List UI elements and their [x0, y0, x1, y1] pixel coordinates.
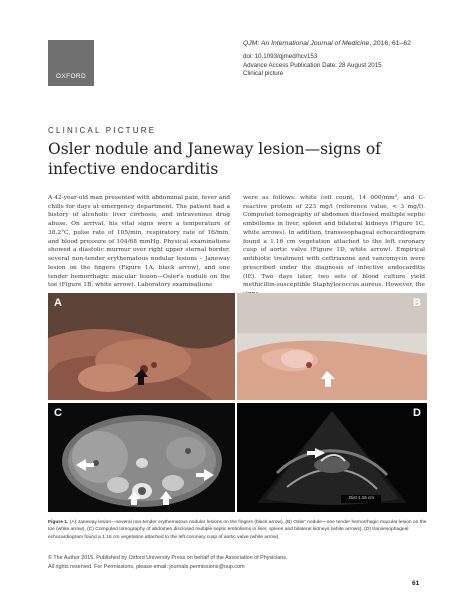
page-footer — [48, 554, 428, 571]
citation-range: , 2016, 61–62 — [369, 40, 411, 47]
body-paragraph-right: were as follows: white cell count, 14 000/mm³, and C-reactive protein of 223 mg/l (reference value, < 3 mg/l). Computed tomography of abdomen disclosed multiple septic embolisms in liver, spleen and bilateral kidneys (Figure 1C, white arrows). In addition, transesophageal echocardiogram found a 1.16 cm vegetation attached to the left coronary cusp of aortic valve (Figure 1D, white arrow). Empirical antibiotic treatment with ceftriaxone and vancomycin were prescribed under the diagnosis of infective endocarditis (IE). Two days later, two sets of blood culture yield methicillin-susceptible Staphylococcus aureus. However, the — [243, 195, 425, 289]
copyright-line: © The Author 2015. Published by Oxford University Press on behalf of the Association of Physicians. — [48, 555, 288, 561]
transesophageal-echo-image — [237, 403, 427, 512]
figure-panel-a — [48, 293, 235, 400]
journal-name: QJM: An International Journal of Medicine — [243, 40, 370, 47]
doi[interactable]: doi: 10.1093/qjmed/hcv153 — [243, 53, 318, 61]
echo-measurement-label: Dist 1.16 cm — [349, 495, 375, 500]
figure-1 — [48, 293, 427, 512]
figure-caption — [48, 519, 427, 541]
abdominal-ct-image — [48, 403, 235, 512]
osler-nodule-photo — [237, 293, 427, 400]
section-label: CLINICAL PICTURE — [48, 126, 157, 135]
permissions-line: All rights reserved. For Permissions, please email: journals.permissions@oup.com — [48, 563, 245, 570]
panel-label-b: B — [413, 297, 421, 309]
figure-panel-b — [237, 293, 427, 400]
page-number: 61 — [412, 580, 420, 587]
panel-label-d: D — [413, 407, 421, 419]
article-title: Osler nodule and Janeway lesion—signs of infective endocarditis — [48, 140, 381, 179]
janeway-lesion-photo — [48, 293, 235, 400]
figure-panel-d — [237, 403, 427, 512]
figure-panel-c — [48, 403, 235, 512]
article-meta — [243, 39, 443, 78]
publisher-logo — [48, 40, 94, 86]
caption-label: Figure 1. — [48, 520, 69, 525]
article-type: Clinical picture — [243, 69, 284, 77]
body-left-column — [48, 194, 230, 290]
body-right-column — [243, 194, 425, 299]
panel-label-a: A — [54, 297, 62, 309]
caption-text: (A) Janeway lesion—several non-tender erythematous nodular lesions on the fingers (black arrow), (B) Osler' nodule—one tender hemorrhagic macular lesion on the toe (white arrow), (C) Computed tomography of abdomen disclosed multiple septic embolisms in liver, spleen and bilateral kidneys (white arrows), (D) transesophageal echocardiogram found a 1.16 cm vegetation attached to the left coronary cusp of aortic valve (white arrow). — [48, 520, 427, 540]
advance-access-date: Advance Access Publication Date: 28 August 2015 — [243, 61, 382, 69]
body-paragraph-left: A 42-year-old man presented with abdominal pain, fever and chills for days at emergency department. The patient had a history of alcoholic liver cirrhosis, and intravenous drug abuse. On arrival, his vital signs were a temperature of 38.2°C, pulse rate of 105/min, respiratory rate of 16/min, and blood pressure of 104/68 mmHg. Physical examinations showed a diastolic murmur over right upper sternal border, several non-tender erythematous nodular lesions – Janeway lesion on the fingers (Figure 1A, black arrow), and one tender hemorrhagic macular lesion—Osler's nodule on the toe (Figure 1B, white arrow). Laboratory examinations — [48, 195, 230, 289]
panel-label-c: C — [54, 407, 62, 419]
journal-citation — [243, 39, 443, 48]
logo-text: OXFORD — [55, 73, 87, 80]
